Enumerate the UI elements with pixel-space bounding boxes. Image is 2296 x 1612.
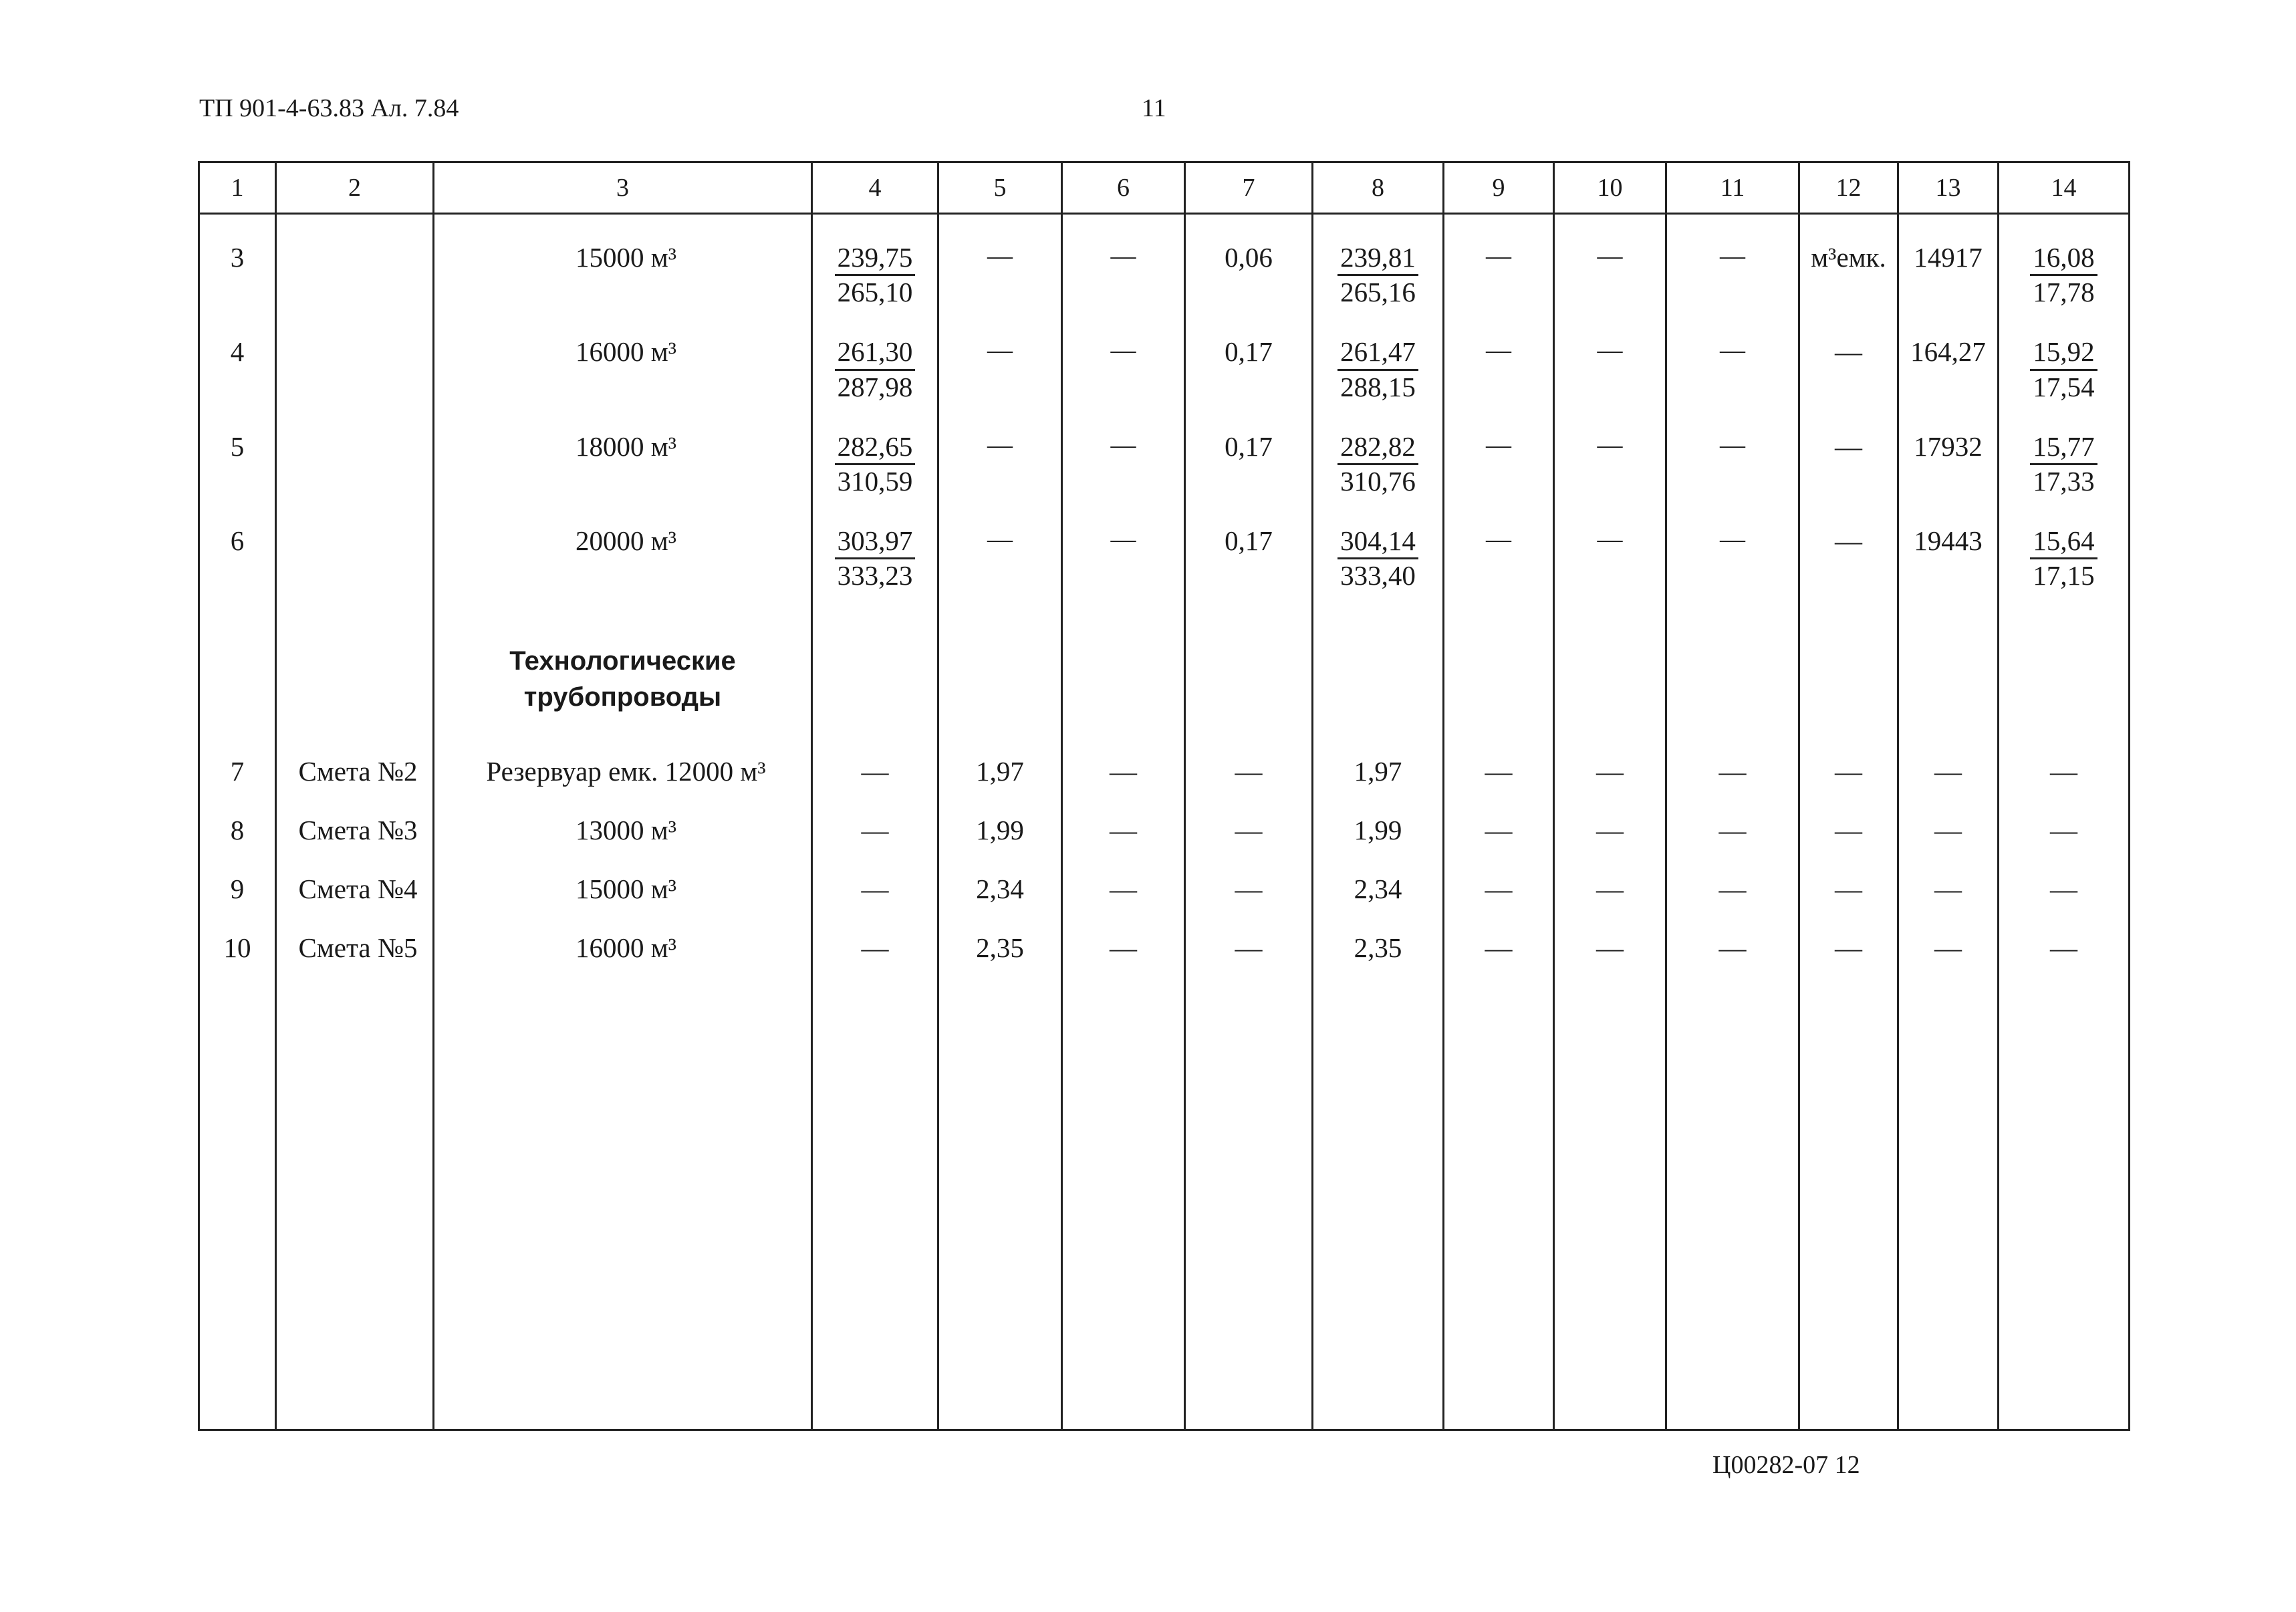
table-cell: 0,17 — [1185, 404, 1313, 498]
table-cell — [812, 404, 938, 498]
table-cell: — — [1799, 728, 1898, 787]
table-cell — [1185, 964, 1313, 1430]
column-header: 5 — [938, 162, 1062, 214]
numerator: 15,77 — [2030, 430, 2097, 465]
fraction-value — [835, 525, 916, 592]
table-cell — [938, 593, 1062, 728]
table-cell: Смета №4 — [276, 846, 434, 905]
table-cell — [1799, 498, 1898, 592]
fraction-value — [1337, 430, 1418, 498]
table-cell — [276, 593, 434, 728]
column-header: 11 — [1666, 162, 1799, 214]
table-cell — [1062, 593, 1185, 728]
table-cell: Резервуар емк. 12000 м³ — [434, 728, 812, 787]
table-cell: — — [1444, 309, 1554, 403]
table-cell — [1999, 498, 2130, 592]
table-cell: — — [938, 404, 1062, 498]
column-header: 1 — [199, 162, 276, 214]
table-row — [199, 787, 2130, 846]
table-cell — [1799, 964, 1898, 1430]
unit-label: м³ — [1811, 242, 1837, 273]
table-cell — [1999, 593, 2130, 728]
table-cell — [1999, 404, 2130, 498]
table-cell: 16000 м³ — [434, 905, 812, 964]
table-cell: Смета №5 — [276, 905, 434, 964]
table-cell — [1898, 593, 1999, 728]
denominator: 333,40 — [1340, 560, 1416, 591]
table-cell — [199, 964, 276, 1430]
column-header: 8 — [1313, 162, 1444, 214]
table-cell: — — [1185, 905, 1313, 964]
table-cell — [434, 593, 812, 728]
table-cell — [1554, 964, 1666, 1430]
numerator: 261,30 — [835, 335, 916, 370]
column-header: 10 — [1554, 162, 1666, 214]
table-cell: — — [938, 498, 1062, 592]
table-cell: — — [1062, 905, 1185, 964]
table-cell — [1313, 498, 1444, 592]
table-cell: 4 — [199, 309, 276, 403]
table-cell — [1898, 964, 1999, 1430]
table-cell — [1313, 404, 1444, 498]
numerator: 16,08 — [2030, 241, 2097, 276]
table-cell: — — [1666, 728, 1799, 787]
table-cell: 15000 м³ — [434, 214, 812, 309]
column-header: 6 — [1062, 162, 1185, 214]
fraction-value — [835, 335, 916, 403]
table-cell — [1999, 214, 2130, 309]
table-cell: — — [1999, 787, 2130, 846]
unit-label: — — [1835, 430, 1862, 462]
numerator: 304,14 — [1337, 525, 1418, 559]
denominator: 17,15 — [2033, 560, 2095, 591]
table-cell: — — [1185, 787, 1313, 846]
table-cell — [1799, 593, 1898, 728]
table-cell: — — [1062, 498, 1185, 592]
table-cell — [276, 498, 434, 592]
table-cell: — — [1999, 905, 2130, 964]
fraction-value — [2030, 430, 2097, 498]
table-cell: 1,99 — [938, 787, 1062, 846]
unit-label: — — [1835, 336, 1862, 368]
table-cell: 15000 м³ — [434, 846, 812, 905]
table-cell: — — [1799, 787, 1898, 846]
numerator: 282,65 — [835, 430, 916, 465]
table-cell: 2,34 — [938, 846, 1062, 905]
denominator: 288,15 — [1340, 371, 1416, 402]
denominator: 310,59 — [837, 465, 913, 497]
table-cell — [1444, 964, 1554, 1430]
column-header: 13 — [1898, 162, 1999, 214]
table-cell: — — [812, 787, 938, 846]
table-cell — [276, 309, 434, 403]
table-cell — [1185, 593, 1313, 728]
table-cell: 3 — [199, 214, 276, 309]
numerator: 15,92 — [2030, 335, 2097, 370]
table-cell: — — [812, 846, 938, 905]
table-cell: 14917 — [1898, 214, 1999, 309]
table-cell: 1,99 — [1313, 787, 1444, 846]
table-cell — [1062, 964, 1185, 1430]
table-cell: — — [1554, 787, 1666, 846]
numerator: 239,75 — [835, 241, 916, 276]
empty-row — [199, 964, 2130, 1430]
table-cell — [812, 214, 938, 309]
denominator: 333,23 — [837, 560, 913, 591]
table-cell — [1666, 593, 1799, 728]
table-cell: — — [812, 728, 938, 787]
table-cell: — — [1444, 787, 1554, 846]
table-row — [199, 404, 2130, 498]
table-cell: — — [1999, 728, 2130, 787]
table-cell — [1313, 593, 1444, 728]
table-cell: — — [938, 309, 1062, 403]
unit-label: емк. — [1836, 242, 1886, 273]
table-cell: 13000 м³ — [434, 787, 812, 846]
table-header-row — [199, 162, 2130, 214]
table-cell — [812, 498, 938, 592]
denominator: 265,16 — [1340, 277, 1416, 308]
table-cell: 1,97 — [1313, 728, 1444, 787]
table-cell: — — [1898, 905, 1999, 964]
table-cell: — — [1554, 309, 1666, 403]
fraction-value — [1337, 241, 1418, 309]
table-cell: — — [1898, 846, 1999, 905]
table-cell: 2,35 — [938, 905, 1062, 964]
numerator: 282,82 — [1337, 430, 1418, 465]
table-cell — [812, 593, 938, 728]
table-cell: — — [1666, 309, 1799, 403]
table-cell — [1999, 964, 2130, 1430]
table-cell: — — [1799, 846, 1898, 905]
table-cell: — — [1062, 846, 1185, 905]
denominator: 265,10 — [837, 277, 913, 308]
fraction-value — [835, 241, 916, 309]
page-number: 11 — [1142, 94, 1166, 122]
denominator: 287,98 — [837, 371, 913, 402]
denominator: 310,76 — [1340, 465, 1416, 497]
column-header: 12 — [1799, 162, 1898, 214]
table-row — [199, 309, 2130, 403]
document-code: ТП 901-4-63.83 Ал. 7.84 — [199, 94, 459, 122]
table-cell: — — [1444, 498, 1554, 592]
table-cell: — — [1444, 905, 1554, 964]
numerator: 261,47 — [1337, 335, 1418, 370]
table-cell: — — [1062, 309, 1185, 403]
table-cell: 1,97 — [938, 728, 1062, 787]
table-cell: 2,34 — [1313, 846, 1444, 905]
table-cell: — — [812, 905, 938, 964]
table-cell: — — [1898, 728, 1999, 787]
column-header: 14 — [1999, 162, 2130, 214]
table-cell: — — [1666, 905, 1799, 964]
table-cell: — — [1999, 846, 2130, 905]
column-header: 9 — [1444, 162, 1554, 214]
table-cell: — — [1062, 214, 1185, 309]
table-cell — [199, 593, 276, 728]
table-cell — [1444, 593, 1554, 728]
table-cell: — — [1554, 498, 1666, 592]
table-cell: 16000 м³ — [434, 309, 812, 403]
table-cell: Смета №2 — [276, 728, 434, 787]
table-cell: 0,06 — [1185, 214, 1313, 309]
column-header: 7 — [1185, 162, 1313, 214]
table-row — [199, 905, 2130, 964]
table-cell: — — [1666, 214, 1799, 309]
table-cell — [812, 309, 938, 403]
section-row — [199, 593, 2130, 728]
table-cell: 0,17 — [1185, 309, 1313, 403]
table-cell: — — [1062, 728, 1185, 787]
table-cell: — — [1444, 846, 1554, 905]
table-cell: 10 — [199, 905, 276, 964]
denominator: 17,78 — [2033, 277, 2095, 308]
fraction-value — [2030, 525, 2097, 592]
table-cell: 6 — [199, 498, 276, 592]
table-cell: — — [1062, 787, 1185, 846]
table-cell: — — [1444, 404, 1554, 498]
table-cell: 2,35 — [1313, 905, 1444, 964]
table-cell — [434, 964, 812, 1430]
table-cell: 9 — [199, 846, 276, 905]
denominator: 17,33 — [2033, 465, 2095, 497]
table-cell: 20000 м³ — [434, 498, 812, 592]
table-cell: — — [938, 214, 1062, 309]
table-cell — [1799, 404, 1898, 498]
fraction-value — [2030, 335, 2097, 403]
column-header: 4 — [812, 162, 938, 214]
table-cell — [938, 964, 1062, 1430]
fraction-value — [1337, 525, 1418, 592]
column-header: 2 — [276, 162, 434, 214]
denominator: 17,54 — [2033, 371, 2095, 402]
table-row — [199, 846, 2130, 905]
table-cell: 0,17 — [1185, 498, 1313, 592]
estimate-table — [198, 161, 2130, 1431]
section-title: трубопроводы — [523, 682, 722, 712]
table-cell: 19443 — [1898, 498, 1999, 592]
table-cell — [276, 404, 434, 498]
column-header: 3 — [434, 162, 812, 214]
table-cell: 5 — [199, 404, 276, 498]
table-cell: — — [1666, 498, 1799, 592]
table-cell: — — [1554, 404, 1666, 498]
table-cell — [1799, 214, 1898, 309]
table-cell: — — [1799, 905, 1898, 964]
table-cell: — — [1444, 214, 1554, 309]
fraction-value — [1337, 335, 1418, 403]
table-cell: 8 — [199, 787, 276, 846]
table-cell: — — [1185, 846, 1313, 905]
table-cell — [1999, 309, 2130, 403]
table-cell: — — [1554, 846, 1666, 905]
table-cell — [276, 964, 434, 1430]
table-row — [199, 498, 2130, 592]
footer-code: Ц00282-07 12 — [1712, 1451, 1860, 1479]
table-cell: Смета №3 — [276, 787, 434, 846]
table-cell: 164,27 — [1898, 309, 1999, 403]
table-cell: — — [1554, 905, 1666, 964]
table-cell — [1799, 309, 1898, 403]
table-row — [199, 214, 2130, 309]
table-cell — [1313, 964, 1444, 1430]
table-cell: — — [1898, 787, 1999, 846]
table-cell — [276, 214, 434, 309]
table-cell: — — [1666, 846, 1799, 905]
table-cell — [1313, 214, 1444, 309]
table-cell: 18000 м³ — [434, 404, 812, 498]
table-cell: — — [1666, 404, 1799, 498]
table-cell — [812, 964, 938, 1430]
table-cell: 7 — [199, 728, 276, 787]
numerator: 239,81 — [1337, 241, 1418, 276]
table-row — [199, 728, 2130, 787]
section-title: Технологические — [509, 646, 736, 676]
table-cell — [1666, 964, 1799, 1430]
table-cell: — — [1444, 728, 1554, 787]
table-cell — [1554, 593, 1666, 728]
table-cell: 17932 — [1898, 404, 1999, 498]
table-cell: — — [1185, 728, 1313, 787]
table-cell: — — [1554, 214, 1666, 309]
table-cell: — — [1554, 728, 1666, 787]
table-cell — [1313, 309, 1444, 403]
numerator: 15,64 — [2030, 525, 2097, 559]
fraction-value — [835, 430, 916, 498]
unit-label: — — [1835, 525, 1862, 557]
fraction-value — [2030, 241, 2097, 309]
numerator: 303,97 — [835, 525, 916, 559]
table-cell: — — [1666, 787, 1799, 846]
table-cell: — — [1062, 404, 1185, 498]
